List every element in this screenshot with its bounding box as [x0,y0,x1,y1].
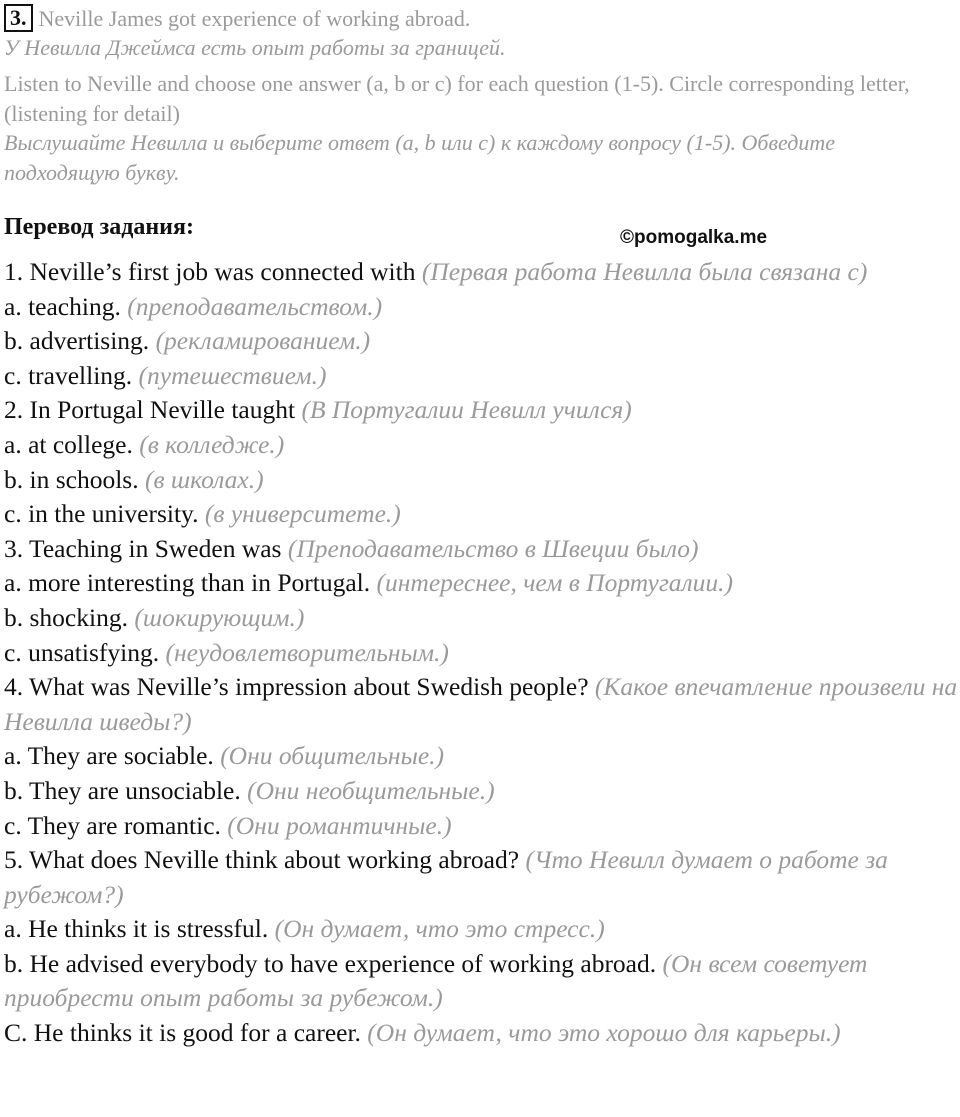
item-ru: (Он думает, что это стресс.) [274,914,605,944]
translation-list [4,255,959,1051]
answer-5c [4,1016,959,1051]
item-en: c. They are romantic. [4,810,228,840]
item-ru: (интереснее, чем в Португалии.) [376,568,734,598]
item-ru: (В Португалии Невилл учился) [301,395,632,425]
item-en: c. unsatisfying. [4,637,166,667]
item-ru: (шокирующим.) [134,602,305,632]
item-ru: (неудовлетворительным.) [165,637,449,667]
item-en: b. He advised everybody to have experience of working abroad. [4,948,663,978]
exercise-title-line [4,4,954,33]
answer-4b [4,774,959,809]
answer-2a [4,428,959,463]
item-ru: (путешествием.) [138,360,327,390]
item-en: a. He thinks it is stressful. [4,914,275,944]
item-ru: (Они романтичные.) [227,810,452,840]
item-ru: (Они необщительные.) [247,775,495,805]
item-ru: (Первая работа Невилла была связана с) [421,257,868,286]
answer-3c [4,636,959,671]
answer-2b [4,463,959,498]
item-en: 5. What does Neville think about working abroad? [4,845,526,875]
item-ru: (Он всем советует приобрести опыт работы за рубежом.) [4,948,868,1013]
item-en: b. advertising. [4,326,156,356]
item-en: a. They are sociable. [4,741,221,771]
watermark: ©pomogalka.me [620,227,768,248]
item-en: b. in schools. [4,464,145,494]
exercise-header [4,4,954,187]
answer-1a [4,290,959,325]
item-en: 2. In Portugal Neville taught [4,395,302,425]
item-ru: (преподавательством.) [127,291,383,321]
question-2 [4,393,959,428]
instruction-ru: Выслушайте Невилла и выберите ответ (а, b или с) к каждому вопросу (1-5). Обведите подходящую букву. [4,130,836,185]
item-en: 3. Teaching in Sweden was [4,533,288,563]
item-ru: (в школах.) [144,464,264,494]
item-en: a. at college. [4,429,140,459]
answer-3a [4,566,959,601]
answer-3b [4,601,959,636]
answer-5b [4,947,959,1016]
item-en: b. They are unsociable. [4,775,248,805]
item-ru: (Преподавательство в Швеции было) [287,533,699,563]
exercise-title-en: Neville James got experience of working abroad. [38,6,471,31]
question-3 [4,532,959,567]
answer-4a [4,739,959,774]
item-en: b. shocking. [4,602,135,632]
item-ru: (в колледже.) [139,429,285,459]
exercise-number-badge: 3. [4,4,33,32]
question-5 [4,843,959,912]
answer-4c [4,809,959,844]
item-en: 4. What was Neville’s impression about Swedish people? [4,672,595,702]
item-en: a. teaching. [4,291,128,321]
item-ru: (рекламированием.) [155,326,371,356]
answer-1c [4,359,959,394]
item-en: a. more interesting than in Portugal. [4,568,377,598]
answer-2c [4,497,959,532]
section-title: Перевод задания: [4,214,194,240]
item-en: c. travelling. [4,360,139,390]
answer-5a [4,912,959,947]
question-1 [4,255,959,290]
question-4 [4,670,959,739]
item-en: C. He thinks it is good for a career. [4,1018,368,1048]
exercise-title-ru: У Невилла Джеймса есть опыт работы за границей. [4,35,506,60]
item-ru: (Он думает, что это хорошо для карьеры.) [367,1018,841,1048]
instruction-en: Listen to Neville and choose one answer (a, b or c) for each question (1-5). Circle corresponding letter, (listening for detail) [4,71,910,126]
item-en: c. in the university. [4,499,205,529]
item-en: 1. Neville’s first job was connected with [4,257,422,286]
item-ru: (в университете.) [204,499,401,529]
item-ru: (Они общительные.) [220,741,445,771]
item-ru: (Что Невилл думает о работе за рубежом?) [4,845,888,909]
item-ru: (Какое впечатление произвели на Невилла шведы?) [4,672,958,736]
answer-1b [4,324,959,359]
